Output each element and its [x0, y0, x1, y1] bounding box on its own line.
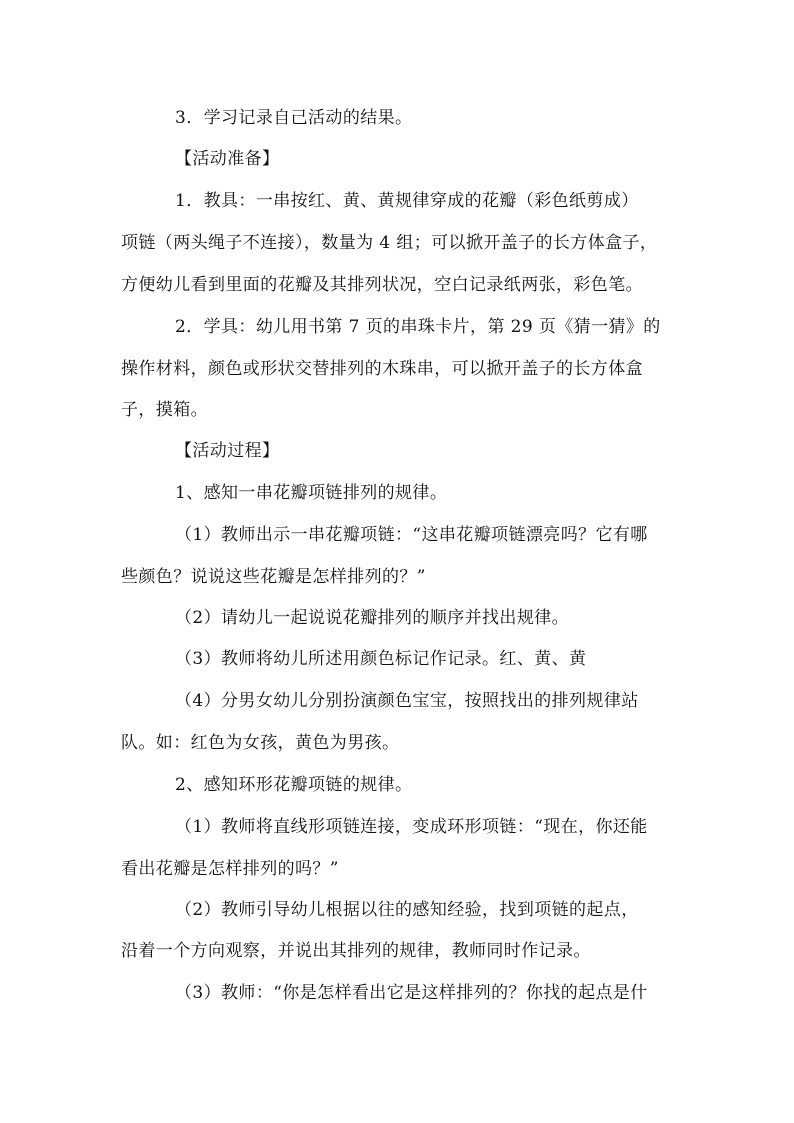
goal-3-text: 3．学习记录自己活动的结果。	[175, 108, 413, 128]
step-1-3-text: （3）教师将幼儿所述用颜色标记作记录。红、黄、黄	[175, 649, 587, 669]
step-1-1-text-cont: 些颜色？说说这些花瓣是怎样排列的？”	[121, 567, 426, 587]
prep-1-text-cont: 项链（两头绳子不连接），数量为 4 组；可以掀开盖子的长方体盒子，	[121, 233, 658, 253]
step-1-4-text: （4）分男女幼儿分别扮演颜色宝宝，按照找出的排列规律站	[175, 691, 639, 711]
step-2-2-text-cont: 沿着一个方向观察，并说出其排列的规律，教师同时作记录。	[121, 941, 591, 961]
section-heading-preparation: 【活动准备】	[175, 149, 280, 169]
step-2-3-text: （3）教师：“你是怎样看出它是这样排列的？你找的起点是什	[175, 983, 648, 1003]
step-1-1-text: （1）教师出示一串花瓣项链：“这串花瓣项链漂亮吗？它有哪	[175, 525, 648, 545]
prep-2-text: 2．学具：幼儿用书第 7 页的串珠卡片，第 29 页《猜一猜》的	[175, 317, 661, 337]
prep-2-text-cont: 操作材料，颜色或形状交替排列的木珠串，可以掀开盖子的长方体盒	[121, 359, 643, 379]
prep-1-text-cont: 方便幼儿看到里面的花瓣及其排列状况，空白记录纸两张，彩色笔。	[121, 275, 643, 295]
step-1-4-text-cont: 队。如：红色为女孩，黄色为男孩。	[121, 733, 400, 753]
step-2-heading: 2、感知环形花瓣项链的规律。	[175, 775, 413, 795]
step-2-2-text: （2）教师引导幼儿根据以往的感知经验，找到项链的起点，	[175, 900, 639, 920]
step-2-1-text: （1）教师将直线形项链连接，变成环形项链：“现在，你还能	[175, 817, 648, 837]
step-2-1-text-cont: 看出花瓣是怎样排列的吗？”	[121, 859, 339, 879]
section-heading-process: 【活动过程】	[175, 441, 280, 461]
prep-1-text: 1．教具：一串按红、黄、黄规律穿成的花瓣（彩色纸剪成）	[175, 191, 639, 211]
prep-2-text-cont: 子，摸箱。	[121, 400, 208, 420]
step-1-heading: 1、感知一串花瓣项链排列的规律。	[175, 483, 448, 503]
step-1-2-text: （2）请幼儿一起说说花瓣排列的顺序并找出规律。	[175, 608, 570, 628]
